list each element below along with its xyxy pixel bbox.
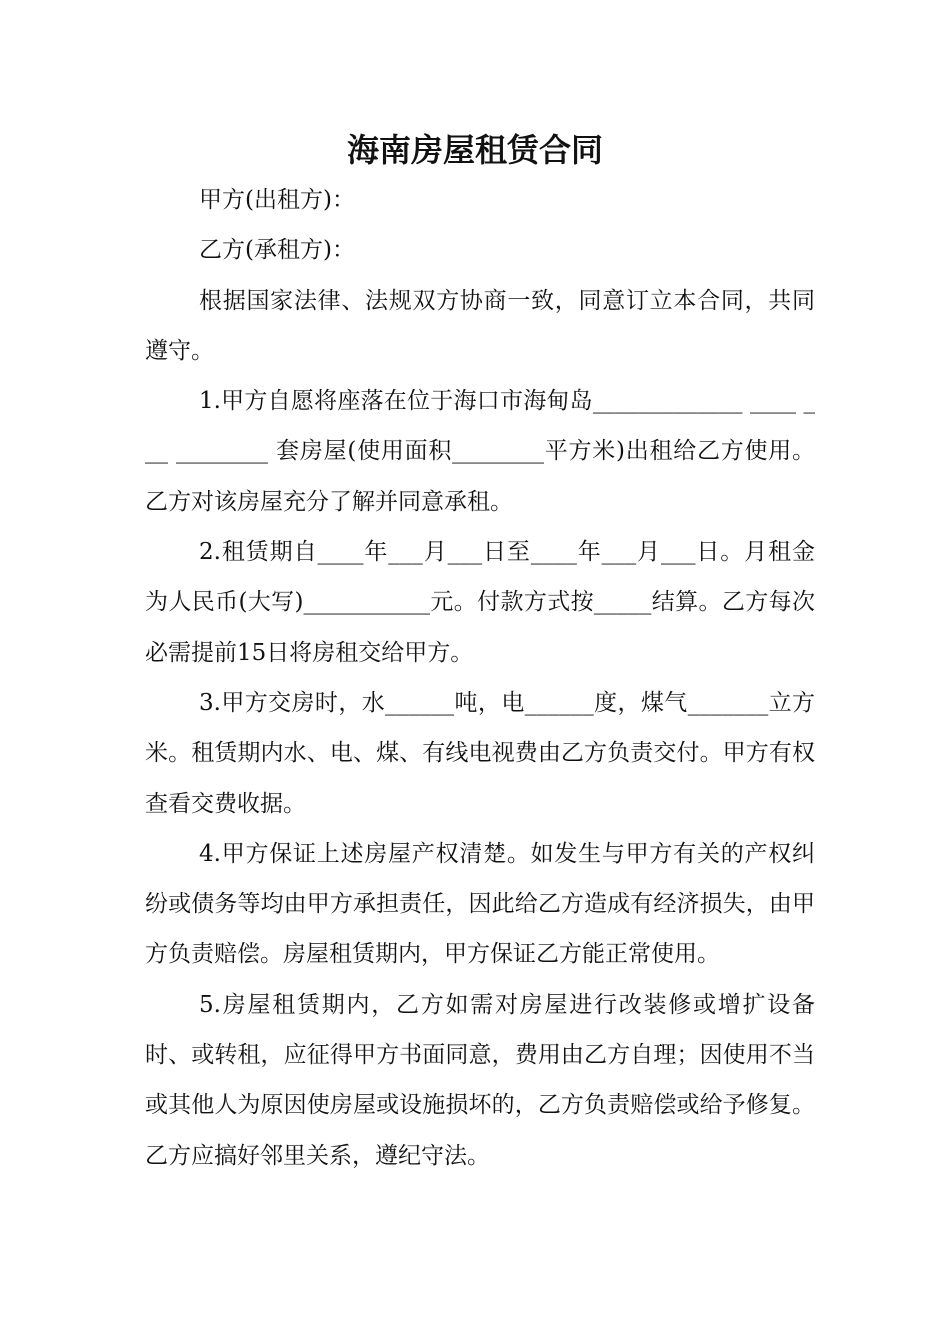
clause-2: 2.租赁期自____年___月___日至____年___月___日。月租金为人民币(大写)___________元。付款方式按_____结算。乙方每次必需提前15日将房租交给甲方。 xyxy=(145,539,815,666)
party-b-line: 乙方(承租方)： xyxy=(199,237,355,264)
clause-3: 3.甲方交房时，水______吨，电______度，煤气_______立方米。租赁期内水、电、煤、有线电视费由乙方负责交付。甲方有权查看交费收据。 xyxy=(145,689,815,817)
clause-1: 1.甲方自愿将座落在位于海口市海甸岛_____________ ____ ___ ________ 套房屋(使用面积________平方米)出租给乙方使用。乙方对该房屋充分了解并同意承租。 xyxy=(145,388,815,515)
clause-4: 4.甲方保证上述房屋产权清楚。如发生与甲方有关的产权纠纷或债务等均由甲方承担责任，因此给乙方造成有经济损失，由甲方负责赔偿。房屋租赁期内，甲方保证乙方能正常使用。 xyxy=(145,840,815,968)
party-a-line: 甲方(出租方)： xyxy=(199,187,355,213)
preamble-paragraph: 根据国家法律、法规双方协商一致，同意订立本合同，共同遵守。 xyxy=(145,287,815,364)
document-title: 海南房屋租赁合同 xyxy=(346,131,603,169)
contract-body xyxy=(145,175,815,1181)
clause-5: 5.房屋租赁期内，乙方如需对房屋进行改装修或增扩设备时、或转租，应征得甲方书面同意，费用由乙方自理；因使用不当或其他人为原因使房屋或设施损坏的，乙方负责赔偿或给予修复。乙方应搞好邻里关系，遵纪守法。 xyxy=(145,991,815,1169)
